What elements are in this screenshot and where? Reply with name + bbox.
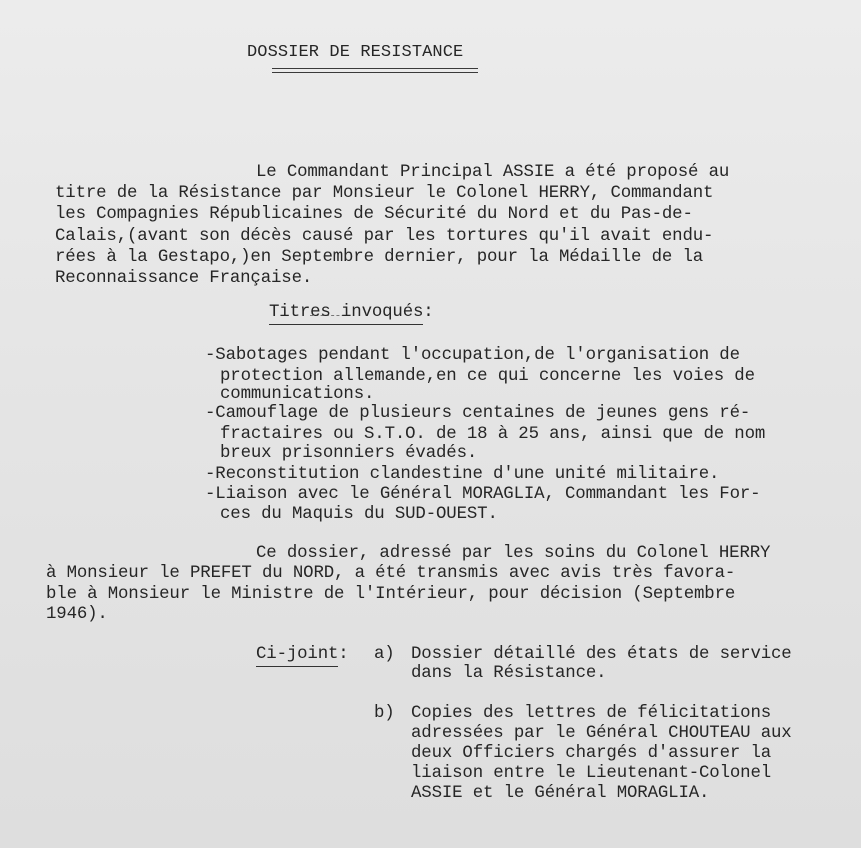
titres-heading-colon: : [423,303,434,322]
intro-line-2: titre de la Résistance par Monsieur le Colonel HERRY, Commandant [55,184,714,203]
titre-item-3-line-1: -Reconstitution clandestine d'une unité militaire. [205,465,720,484]
document-title: DOSSIER DE RESISTANCE [247,43,464,62]
intro-line-5: rées à la Gestapo,)en Septembre dernier, pour la Médaille de la [55,248,704,267]
titre-item-2-line-2: fractaires ou S.T.O. de 18 à 25 ans, ainsi que de nom [220,425,766,444]
titre-item-4-line-2: ces du Maquis du SUD-OUEST. [220,505,498,524]
cijoint-b-line-3: deux Officiers chargés d'assurer la [411,744,772,763]
titre-item-1-line-3: communications. [220,385,375,404]
titre-item-2-line-1: -Camouflage de plusieurs centaines de jeunes gens ré- [205,404,751,423]
cijoint-a-line-2: dans la Résistance. [411,664,607,683]
intro-line-6: Reconnaissance Française. [55,269,313,288]
titres-heading: Titres invoqués [269,303,424,322]
dossier-line-4: 1946). [46,605,108,624]
dossier-line-1: Ce dossier, adressé par les soins du Colonel HERRY [256,544,771,563]
cijoint-colon: : [338,645,349,664]
cijoint-b-marker: b) [374,704,395,723]
cijoint-a-line-1: Dossier détaillé des états de service [411,645,792,664]
cijoint-b-line-5: ASSIE et le Général MORAGLIA. [411,784,710,803]
intro-line-4: Calais,(avant son décès causé par les tortures qu'il avait endu- [55,227,714,246]
title-double-underline [272,68,478,73]
cijoint-b-line-2: adressées par le Général CHOUTEAU aux [411,724,792,743]
cijoint-b-line-4: liaison entre le Lieutenant-Colonel [411,764,772,783]
intro-line-1: Le Commandant Principal ASSIE a été proposé au [256,163,730,182]
titre-item-4-line-1: -Liaison avec le Général MORAGLIA, Commandant les For- [205,485,761,504]
titre-item-1-line-2: protection allemande,en ce qui concerne les voies de [220,367,755,386]
titre-item-2-line-3: breux prisonniers évadés. [220,444,478,463]
titres-heading-line [269,304,434,321]
cijoint-a-marker: a) [374,645,395,664]
cijoint-label: Ci-joint [256,645,339,664]
cijoint-label-line [256,646,349,663]
titre-item-1-line-1: -Sabotages pendant l'occupation,de l'organisation de [205,346,740,365]
intro-line-3: les Compagnies Républicaines de Sécurité du Nord et du Pas-de- [55,205,693,224]
dossier-line-3: ble à Monsieur le Ministre de l'Intérieur, pour décision (Septembre [46,585,736,604]
dossier-line-2: à Monsieur le PREFET du NORD, a été transmis avec avis très favora- [46,564,736,583]
cijoint-b-line-1: Copies des lettres de félicitations [411,704,772,723]
